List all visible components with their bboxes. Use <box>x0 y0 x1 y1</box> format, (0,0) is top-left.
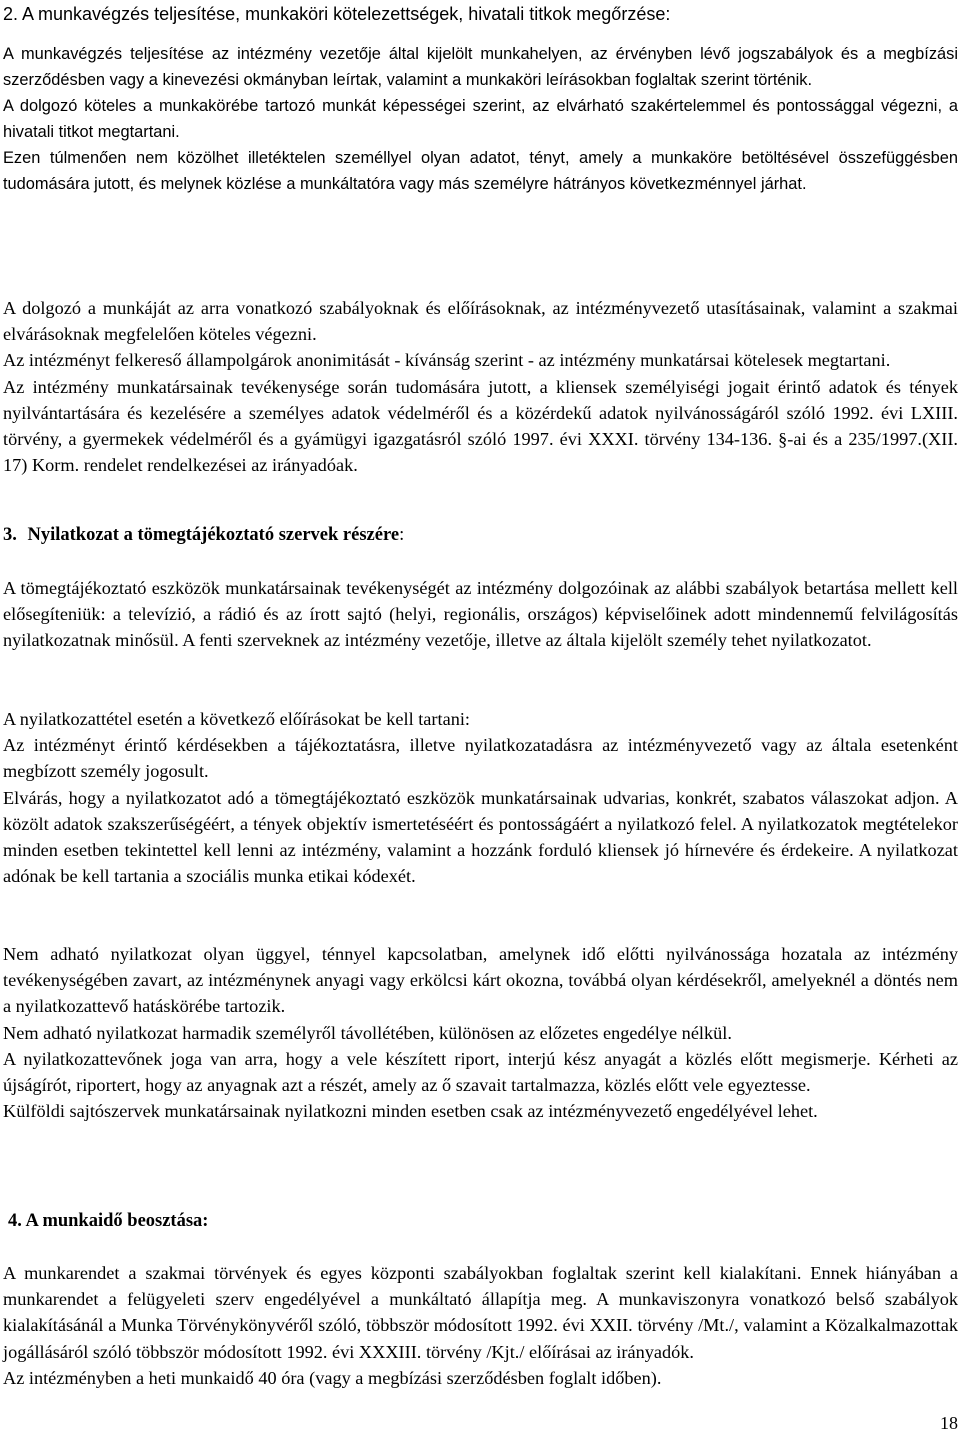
paragraph: Az intézményt felkereső állampolgárok anonimitását - kívánság szerint - az intézmény munkatársai kötelesek megtartani. <box>3 350 891 371</box>
paragraph: Az intézmény munkatársainak tevékenysége során tudomására jutott, a kliensek személyiségi jogait érintő adatok és tények nyilvántartására és kezelésére a személyes adatok védelméről és a közérdekű adatok nyilvánosságáról szóló 1992. évi LXIII. törvény, a gyermekek védelméről és a gyámügyi igazgatásról szóló 1997. évi XXXI. törvény 134-136. §-ai és a 235/1997.(XII. 17) Korm. rendelet rendelkezései az irányadóak. <box>3 376 958 476</box>
paragraph: A nyilatkozattevőnek joga van arra, hogy a vele készített riport, interjú kész anyagát a közlés előtt megismerje. Kérheti az újságírót, riportert, hogy az anyagnak azt a részét, amely az ő szavait tartalmazza, közlés előtt vele egyeztesse. <box>3 1048 958 1096</box>
paragraph: Nem adható nyilatkozat olyan üggyel, ténnyel kapcsolatban, amelynek idő előtti nyilvánossága hozatala az intézmény tevékenységében zavart, az intézménynek anyagi vagy erkölcsi kárt okozna, továbbá olyan kérdésekről, amelyeknél a döntés nem a nyilatkozattevő hatáskörébe tartozik. <box>3 944 958 1017</box>
section-2-heading: 2. A munkavégzés teljesítése, munkaköri kötelezettségek, hivatali titkok megőrzése: <box>3 4 671 24</box>
section-3-prohibitions <box>3 941 958 1124</box>
section-3-intro <box>3 575 958 654</box>
paragraph: A munkavégzés teljesítése az intézmény vezetője által kijelölt munkahelyen, az érvényben lévő jogszabályok és a megbízási szerződésben vagy a kinevezési okmányban leírtak, valamint a munkaköri leírásokban foglaltak szerint történik. <box>3 45 958 89</box>
paragraph: A munkarendet a szakmai törvények és egyes központi szabályokban foglaltak szerint kell kialakítani. Ennek hiányában a munkarendet a felügyeleti szerv engedélyével a munkáltató állapítja meg. A munkaviszonyra vonatkozó belső szabályok kialakításánál a Munka Törvénykönyvéről szóló, többször módosított 1992. évi XXII. törvény /Mt./, valamint a Közalkalmazottak jogállásáról szóló többször módosított 1992. évi XXXIII. törvény /Kjt./ előírásai az irányadók. <box>3 1263 958 1362</box>
section-2-serif-block <box>3 295 958 478</box>
section-4-heading <box>8 1210 208 1232</box>
section-3-colon: : <box>399 525 405 545</box>
paragraph: Az intézményt érintő kérdésekben a tájékoztatásra, illetve nyilatkozatadásra az intézményvezető vagy az általa esetenként megbízott személy jogosult. <box>3 735 958 782</box>
paragraph: Külföldi sajtószervek munkatársainak nyilatkozni minden esetben csak az intézményvezető engedélyével lehet. <box>3 1101 818 1122</box>
page-number: 18 <box>940 1413 958 1433</box>
paragraph: Ezen túlmenően nem közölhet illetéktelen személlyel olyan adatot, tényt, amely a munkaköre betöltésével összefüggésben tudomására jutott, és melynek közlése a munkáltatóra vagy más személyre hátrányos következménnyel járhat. <box>3 149 958 193</box>
paragraph: Elvárás, hogy a nyilatkozatot adó a tömegtájékoztató eszközök munkatársainak udvarias, konkrét, szabatos válaszokat adjon. A közölt adatok szakszerűségéért, a tények objektív ismertetéséért és pontosságáért a nyilatkozó felel. A nyilatkozatok megtételekor minden esetben tekintettel kell lenni az intézmény, valamint a hozzánk forduló kliensek jó hírnevére és érdekeire. A nyilatkozat adónak be kell tartania a szociális munka etikai kódexét. <box>3 787 958 887</box>
section-3-number: 3. <box>3 525 17 545</box>
paragraph: A dolgozó köteles a munkakörébe tartozó munkát képességei szerint, az elvárható szakértelemmel és pontossággal végezni, a hivatali titkot megtartani. <box>3 97 958 141</box>
section-4-title: 4. A munkaidő beosztása: <box>8 1211 209 1231</box>
section-3-title: Nyilatkozat a tömegtájékoztató szervek részére <box>27 525 400 545</box>
paragraph: Az intézményben a heti munkaidő 40 óra (vagy a megbízási szerződésben foglalt időben). <box>3 1367 662 1388</box>
section-3-heading <box>3 524 404 546</box>
paragraph: A dolgozó a munkáját az arra vonatkozó szabályoknak és előírásoknak, az intézményvezető utasításainak, valamint a szakmai elvárásoknak megfelelően köteles végezni. <box>3 298 958 345</box>
paragraph: Nem adható nyilatkozat harmadik személyről távollétében, különösen az előzetes engedélye nélkül. <box>3 1022 732 1043</box>
paragraph: A tömegtájékoztató eszközök munkatársainak tevékenységét az intézmény dolgozóinak az alábbi szabályok betartása mellett kell elősegíteniük: a televízió, a rádió és az írott sajtó (helyi, regionális, országos) képviselőinek adott mindennemű felvilágosítás nyilatkozatnak minősül. A fenti szerveknek az intézmény vezetője, illetve az általa kijelölt személy tehet nyilatkozatot. <box>3 578 958 651</box>
section-3-rules <box>3 706 958 889</box>
section-2-sans-block <box>3 41 958 197</box>
section-4-block <box>3 1260 958 1391</box>
paragraph: A nyilatkozattétel esetén a következő előírásokat be kell tartani: <box>3 709 471 729</box>
